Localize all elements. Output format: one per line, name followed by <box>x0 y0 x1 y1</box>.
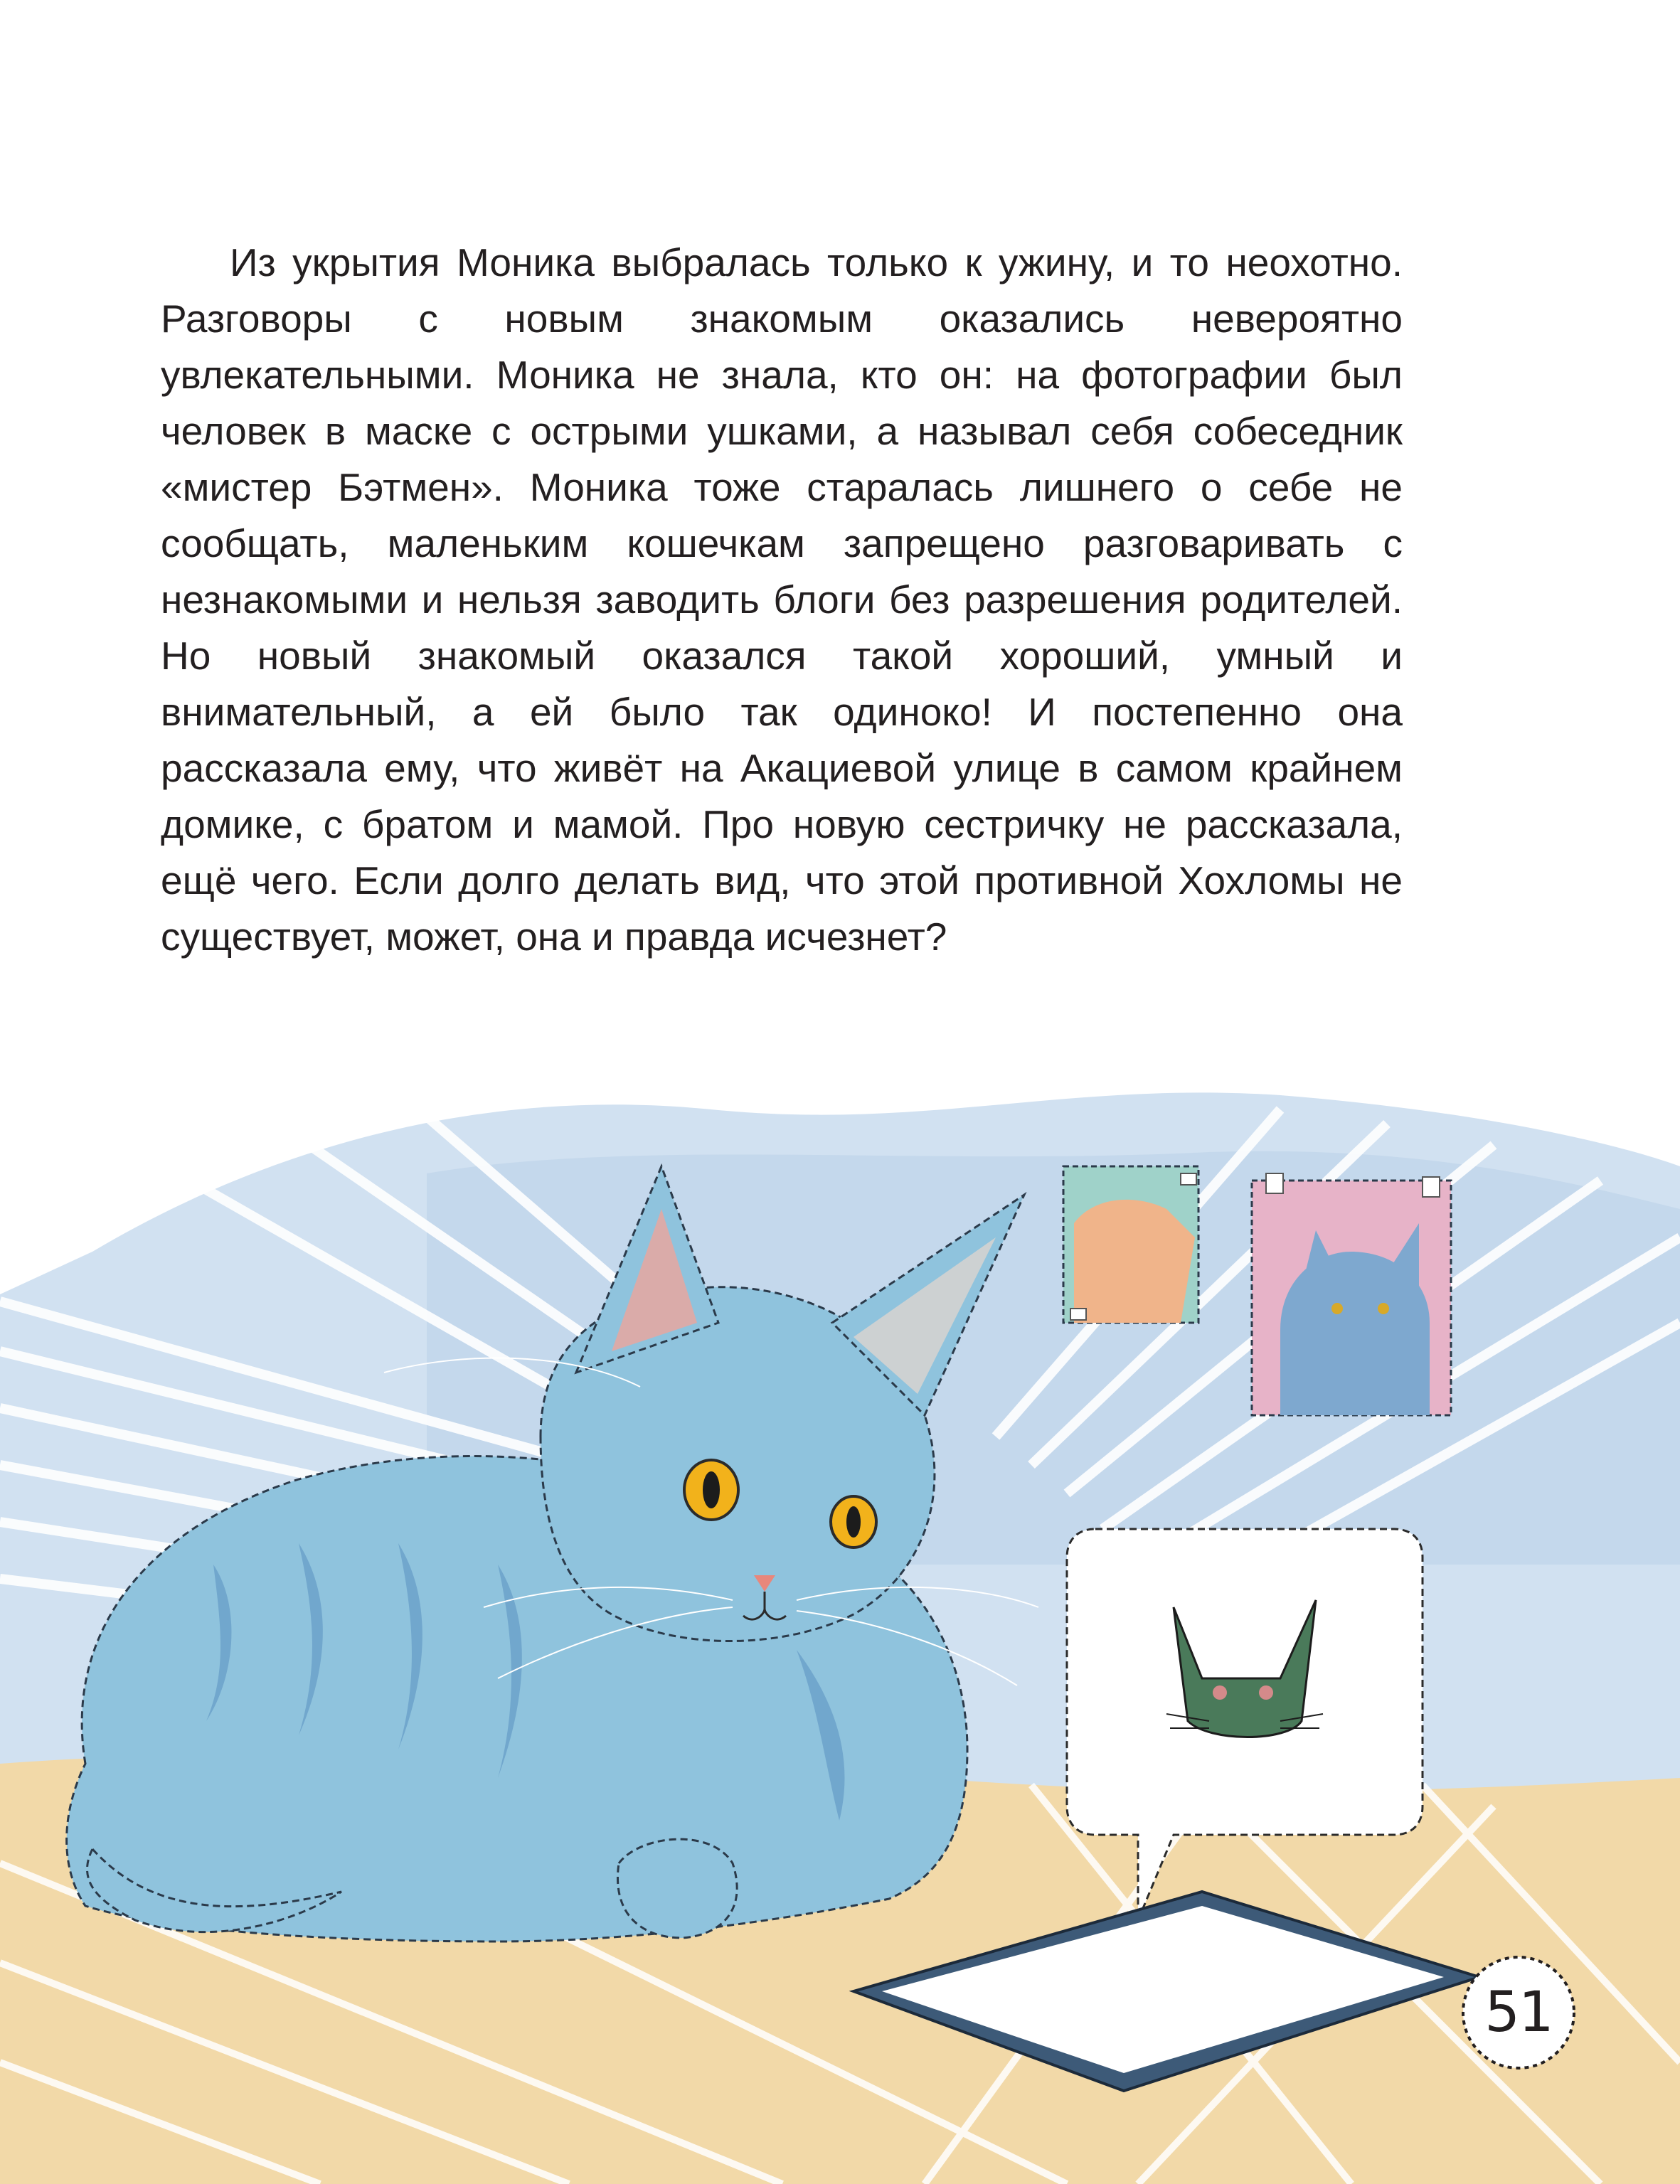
story-paragraph: Из укрытия Моника выбралась только к ужину, и то неохотно. Разговоры с новым знакомым оказались невероятно увлекательными. Моника не знала, кто он: на фотографии был человек в маске с острыми ушками, а называл себя собеседник «мистер Бэтмен». Моника тоже старалась лишнего о себе не сообщать, маленьким кошечкам запрещено разговаривать с незнакомыми и нельзя заводить блоги без разрешения родителей. Но новый знакомый оказался такой хороший, умный и внимательный, а ей было так одиноко! И постепенно она рассказала ему, что живёт на Акациевой улице в самом крайнем домике, с братом и мамой. Про новую сестричку не рассказала, ещё чего. Если долго делать вид, что этой противной Хохломы не существует, может, она и правда исчезнет? <box>161 240 1403 959</box>
photo-orange-cat <box>1063 1166 1198 1323</box>
page-number-badge <box>1458 1952 1579 2073</box>
story-text <box>161 235 1403 965</box>
cat-illustration <box>0 1038 1680 2184</box>
page-number: 51 <box>1484 1981 1553 2045</box>
photo-blue-cat <box>1252 1173 1451 1415</box>
